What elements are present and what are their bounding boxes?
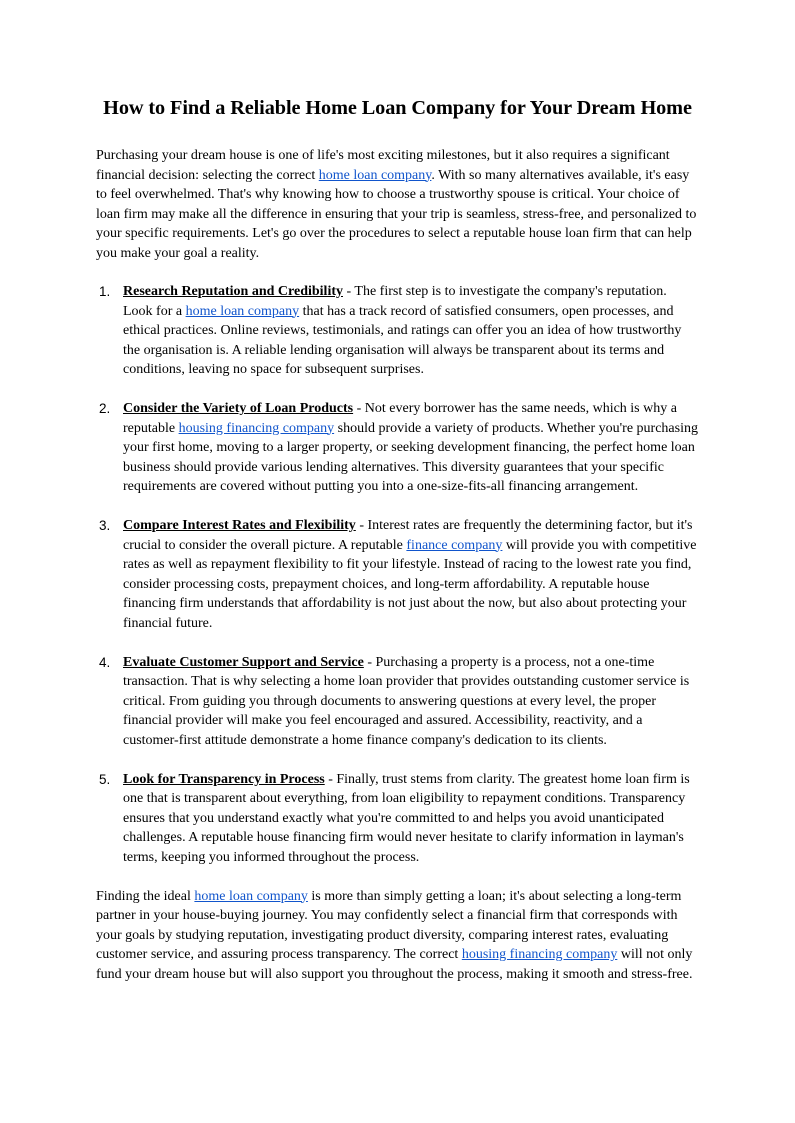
list-text: - Finally, trust stems from clarity. The greatest home loan firm is one that is transparent about everything, from loan eligibility to repayment conditions. Transparency ensures that you understand exactly what you're committed to and helps you avoid unanticipated challenges. A reputable house financing firm would never hesitate to clarify information in layman's terms, keeping you informed throughout the process. xyxy=(123,771,690,865)
housing-financing-company-link[interactable]: housing financing company xyxy=(461,947,618,962)
list-number: 4. xyxy=(99,654,111,670)
list-number: 1. xyxy=(99,284,111,299)
conclusion-paragraph xyxy=(96,887,699,985)
home-loan-company-link[interactable]: home loan company xyxy=(318,167,432,183)
housing-financing-company-link[interactable]: housing financing company xyxy=(178,420,335,436)
intro-text-2: . With so many alternatives available, it's easy to feel overwhelmed. That's why knowing how to choose a trustworthy spouse is critical. Your choice of loan firm may make all the difference in ensuring that your trip is seamless, stress-free, and personalized to your specific requirements. Let's go over the procedures to select a reputable house loan firm that can help you make your goal a reality. xyxy=(96,167,697,261)
list-text: - Not every borrower has the same needs, which is why a reputable xyxy=(123,401,677,436)
list-text: will provide you with competitive rates as well as repayment flexibility to fit your lifestyle. Instead of racing to the lowest rate you find, consider processing costs, prepayment choices, and long-term affordability. A reputable house financing firm understands that affordability is not just about the now, but also about protecting your financial future. xyxy=(123,537,697,631)
list-number: 5. xyxy=(99,771,111,787)
conclusion-text-1: Finding the ideal xyxy=(96,888,195,904)
list-item-4 xyxy=(96,653,699,751)
list-text: - Purchasing a property is a process, not a one-time transaction. That is why selecting a home loan provider that provides outstanding customer service is critical. From guiding you through documents to answering questions at every level, the proper financial provider will make you feel encouraged and assured. Accessibility, reactivity, and a customer-first attitude demonstrate a home finance company's dedication to its clients. xyxy=(123,654,690,748)
list-text: should provide a variety of products. Whether you're purchasing your first home, moving to a larger property, or seeking development financing, the perfect home loan business should provide various lending alternatives. This diversity guarantees that your specific requirements are covered without putting you into a one-size-fits-all financing arrangement. xyxy=(123,420,698,494)
home-loan-company-link[interactable]: home loan company xyxy=(194,888,308,904)
list-heading: Research Reputation and Credibility xyxy=(123,284,343,299)
list-item-1 xyxy=(96,282,699,380)
steps-list xyxy=(96,282,699,867)
list-number: 3. xyxy=(99,518,111,533)
list-heading: Compare Interest Rates and Flexibility xyxy=(123,518,356,533)
finance-company-link[interactable]: finance company xyxy=(406,537,503,553)
conclusion-text-2: is more than simply getting a loan; it's about selecting a long-term partner in your house-buying journey. You may confidently select a financial firm that corresponds with your goals by studying reputation, investigating product diversity, comparing interest rates, evaluating customer service, and assuring process transparency. The correct xyxy=(96,888,682,962)
intro-paragraph xyxy=(96,146,699,263)
home-loan-company-link[interactable]: home loan company xyxy=(185,303,300,319)
conclusion-text-3: will not only fund your dream house but will also support you throughout the process, making it smooth and stress-free. xyxy=(96,947,693,982)
list-heading: Look for Transparency in Process xyxy=(123,771,325,787)
list-heading: Evaluate Customer Support and Service xyxy=(123,654,364,670)
list-number: 2. xyxy=(99,401,111,416)
list-item-3 xyxy=(96,516,699,633)
list-text: - The first step is to investigate the company's reputation. Look for a xyxy=(123,284,667,319)
list-text: - Interest rates are frequently the determining factor, but it's crucial to consider the overall picture. A reputable xyxy=(123,518,693,553)
page-title: How to Find a Reliable Home Loan Company for Your Dream Home xyxy=(103,97,692,119)
list-item-2 xyxy=(96,399,699,497)
list-item-5 xyxy=(96,770,699,868)
intro-text-1: Purchasing your dream house is one of life's most exciting milestones, but it also requires a significant financial decision: selecting the correct xyxy=(96,148,670,183)
list-heading: Consider the Variety of Loan Products xyxy=(123,401,354,416)
list-text: that has a track record of satisfied consumers, open processes, and ethical practices. Online reviews, testimonials, and ratings can offer you an idea of how trustworthy the organisation is. A reliable lending organisation will always be transparent about its terms and conditions, leaving no space for subsequent surprises. xyxy=(123,303,682,377)
